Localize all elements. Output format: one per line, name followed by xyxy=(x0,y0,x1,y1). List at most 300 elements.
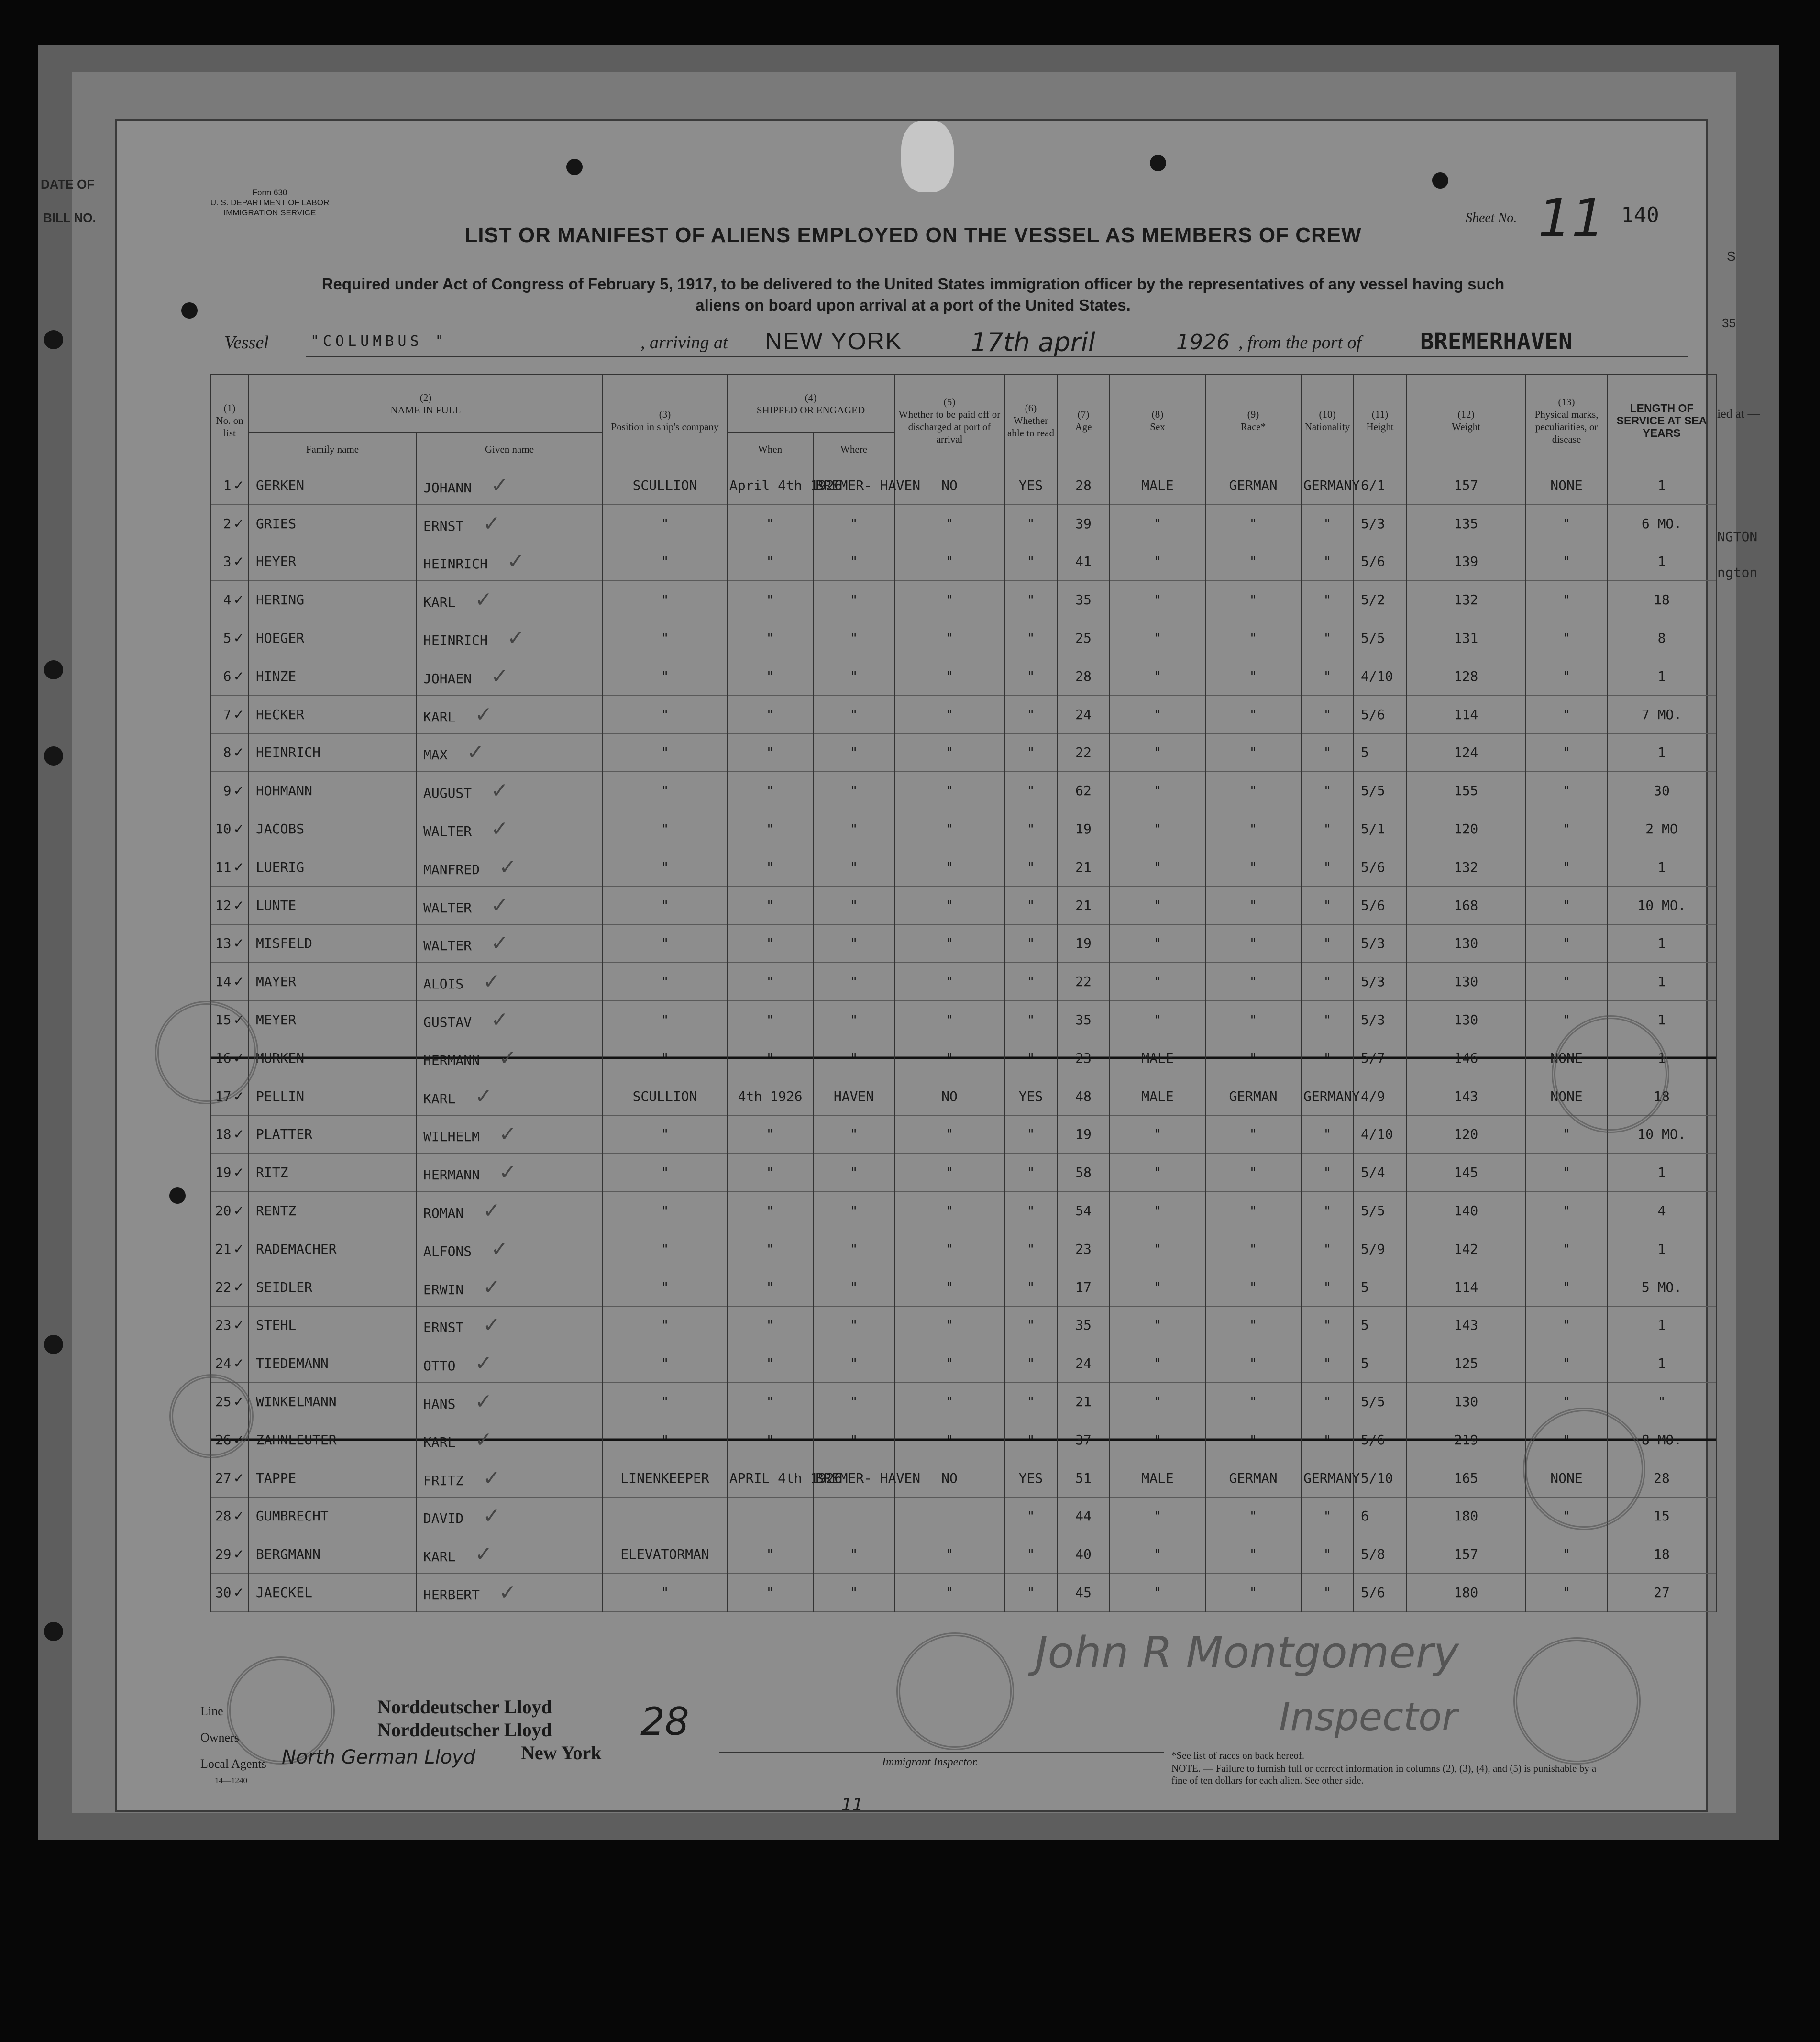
given-name: ALOIS xyxy=(423,976,464,992)
given-name-cell xyxy=(416,1039,603,1077)
shipped-when-cell xyxy=(727,619,813,657)
sex: " xyxy=(1153,554,1162,570)
age: 19 xyxy=(1075,935,1092,952)
age: 40 xyxy=(1075,1546,1092,1563)
age-cell xyxy=(1057,886,1110,924)
race-cell xyxy=(1205,1154,1301,1192)
shipped-where: " xyxy=(849,897,858,913)
height-cell xyxy=(1354,924,1406,963)
family-name: RITZ xyxy=(256,1165,288,1181)
paid-off-cell xyxy=(894,695,1004,733)
height-cell xyxy=(1354,1459,1406,1497)
col-marks-header: (13) Physical marks, peculiarities, or disease xyxy=(1526,375,1607,466)
check-mark-icon: ✓ xyxy=(233,1203,244,1219)
shipped-where-cell xyxy=(813,1306,894,1344)
given-name-cell xyxy=(416,886,603,924)
able-to-read-cell xyxy=(1004,1115,1057,1154)
nationality: " xyxy=(1323,1585,1332,1600)
height: 5/5 xyxy=(1361,783,1385,799)
race-cell xyxy=(1205,1077,1301,1115)
shipped-where-cell xyxy=(813,1192,894,1230)
race-cell xyxy=(1205,924,1301,963)
family-name-cell xyxy=(249,1039,416,1077)
length-of-service-cell xyxy=(1607,657,1716,695)
position-cell xyxy=(603,924,727,963)
position-cell xyxy=(603,466,727,504)
length-of-service: 1 xyxy=(1657,1241,1666,1257)
position-cell xyxy=(603,848,727,886)
able-to-read: " xyxy=(1026,630,1035,646)
given-name: KARL xyxy=(423,1434,456,1450)
position-cell xyxy=(603,504,727,543)
able-to-read-cell xyxy=(1004,1268,1057,1306)
able-to-read: " xyxy=(1026,783,1035,799)
inspector-check-icon: ✓ xyxy=(474,588,493,612)
length-of-service: 27 xyxy=(1654,1585,1670,1600)
family-name-cell xyxy=(249,1535,416,1574)
sex-cell xyxy=(1110,1383,1205,1421)
weight-cell xyxy=(1406,1268,1526,1306)
height: 5/5 xyxy=(1361,1394,1385,1410)
race: " xyxy=(1249,821,1257,837)
shipped-where-cell xyxy=(813,466,921,504)
height: 4/10 xyxy=(1361,1126,1393,1143)
paid-off: " xyxy=(945,935,954,952)
table-row xyxy=(210,810,1716,848)
able-to-read: " xyxy=(1026,1203,1035,1219)
table-row xyxy=(210,1459,1716,1497)
weight: 132 xyxy=(1454,592,1478,608)
sex: " xyxy=(1153,1279,1162,1295)
age: 45 xyxy=(1075,1585,1092,1600)
paid-off: " xyxy=(945,1546,954,1563)
family-name-cell xyxy=(249,1268,416,1306)
given-name: KARL xyxy=(423,1549,456,1565)
shipped-when-cell xyxy=(727,1344,813,1383)
weight-cell xyxy=(1406,504,1526,543)
given-name-cell xyxy=(416,466,603,504)
check-mark-icon: ✓ xyxy=(233,859,244,875)
height: 5/3 xyxy=(1361,974,1385,990)
length-of-service: 1 xyxy=(1657,935,1666,952)
consulate-stamp-1 xyxy=(155,1001,258,1104)
shipped-where: BREMER- HAVEN xyxy=(816,477,921,493)
given-name-cell xyxy=(416,543,603,581)
nationality: " xyxy=(1323,1126,1332,1143)
family-name-cell xyxy=(249,1154,416,1192)
table-row xyxy=(210,1154,1716,1192)
inspector-check-icon: ✓ xyxy=(491,664,509,688)
race: " xyxy=(1249,744,1257,761)
position-cell xyxy=(603,657,727,695)
inspector-check-icon: ✓ xyxy=(474,1542,493,1567)
shipped-when: " xyxy=(766,592,774,608)
row-number-cell xyxy=(210,810,249,848)
inspector-check-icon: ✓ xyxy=(499,1580,517,1605)
able-to-read-cell xyxy=(1004,1001,1057,1039)
paid-off-cell xyxy=(894,1497,1004,1535)
physical-marks: " xyxy=(1562,630,1571,646)
given-name-cell xyxy=(416,1574,603,1612)
race: " xyxy=(1249,1012,1257,1028)
position: " xyxy=(661,1012,669,1028)
height: 5 xyxy=(1361,744,1369,761)
table-row xyxy=(210,1230,1716,1268)
nationality: " xyxy=(1323,668,1332,684)
row-number-cell xyxy=(210,1574,249,1612)
physical-marks: NONE xyxy=(1550,1088,1583,1104)
race-cell xyxy=(1205,581,1301,619)
nationality-cell xyxy=(1301,1497,1354,1535)
table-row xyxy=(210,619,1716,657)
sex: " xyxy=(1153,783,1162,799)
shipped-when: " xyxy=(766,706,774,722)
inspector-check-icon: ✓ xyxy=(499,855,517,879)
check-mark-icon: ✓ xyxy=(233,1126,244,1143)
family-name-cell xyxy=(249,581,416,619)
given-name-cell xyxy=(416,1154,603,1192)
position: SCULLION xyxy=(632,477,697,493)
shipped-when: " xyxy=(766,897,774,913)
age: 23 xyxy=(1075,1050,1092,1066)
shipped-when-cell xyxy=(727,1535,813,1574)
inspector-check-icon: ✓ xyxy=(474,702,493,727)
sex: MALE xyxy=(1141,477,1174,493)
physical-marks-cell xyxy=(1526,733,1607,772)
family-name: PLATTER xyxy=(256,1126,313,1143)
physical-marks-cell xyxy=(1526,772,1607,810)
position-cell xyxy=(603,772,727,810)
age-cell xyxy=(1057,1344,1110,1383)
given-name-cell xyxy=(416,619,603,657)
check-mark-icon: ✓ xyxy=(233,744,244,761)
check-mark-icon: ✓ xyxy=(233,477,244,493)
shipped-when: " xyxy=(766,1279,774,1295)
given-name-cell xyxy=(416,1383,603,1421)
race: " xyxy=(1249,1050,1257,1066)
row-number: 18 xyxy=(215,1126,232,1143)
position-cell xyxy=(603,1383,727,1421)
given-name: OTTO xyxy=(423,1358,456,1374)
shipped-where: " xyxy=(849,1050,858,1066)
row-number-cell xyxy=(210,772,249,810)
inspector-check-icon: ✓ xyxy=(483,1504,501,1529)
row-number-cell xyxy=(210,581,249,619)
height-cell xyxy=(1354,1344,1406,1383)
sex: " xyxy=(1153,1126,1162,1143)
weight: 143 xyxy=(1454,1317,1478,1333)
length-of-service-cell xyxy=(1607,1306,1716,1344)
position: " xyxy=(661,859,669,875)
sex-cell xyxy=(1110,772,1205,810)
header-row-1 xyxy=(210,375,1716,433)
shipped-when-cell xyxy=(727,695,813,733)
shipped-when-cell xyxy=(727,1039,813,1077)
crew-rows xyxy=(210,466,1716,1611)
row-number: 14 xyxy=(215,974,232,990)
physical-marks-cell xyxy=(1526,924,1607,963)
table-row xyxy=(210,1535,1716,1574)
length-of-service-cell xyxy=(1607,1192,1716,1230)
weight-cell xyxy=(1406,1535,1526,1574)
given-name: KARL xyxy=(423,594,456,610)
shipped-when-cell xyxy=(727,1115,813,1154)
age: 28 xyxy=(1075,477,1092,493)
consulate-stamp-6 xyxy=(896,1632,1014,1750)
physical-marks: " xyxy=(1562,1317,1571,1333)
age: 21 xyxy=(1075,859,1092,875)
inspector-check-icon: ✓ xyxy=(491,931,509,956)
age-cell xyxy=(1057,1497,1110,1535)
paid-off: " xyxy=(945,668,954,684)
length-of-service-cell xyxy=(1607,810,1716,848)
vessel-name: "COLUMBUS " xyxy=(310,333,448,350)
height: 5/3 xyxy=(1361,515,1385,532)
shipped-where: " xyxy=(849,1355,858,1372)
nationality-cell xyxy=(1301,1306,1354,1344)
shipped-when-cell xyxy=(727,1077,813,1115)
height: 5/5 xyxy=(1361,1203,1385,1219)
paid-off: NO xyxy=(941,1088,958,1104)
nationality: " xyxy=(1323,706,1332,722)
height-cell xyxy=(1354,963,1406,1001)
paid-off-cell xyxy=(894,1154,1004,1192)
shipped-when: " xyxy=(766,1012,774,1028)
sex: MALE xyxy=(1141,1470,1174,1486)
sex: " xyxy=(1153,1546,1162,1563)
physical-marks: " xyxy=(1562,935,1571,952)
length-of-service-cell xyxy=(1607,466,1716,504)
height-cell xyxy=(1354,619,1406,657)
given-name-cell xyxy=(416,1268,603,1306)
weight: 157 xyxy=(1454,1546,1478,1563)
race: " xyxy=(1249,1317,1257,1333)
sex-cell xyxy=(1110,543,1205,581)
sex-cell xyxy=(1110,733,1205,772)
weight: 143 xyxy=(1454,1088,1478,1104)
row-number-cell xyxy=(210,695,249,733)
inspector-check-icon: ✓ xyxy=(483,1275,501,1299)
sex: " xyxy=(1153,897,1162,913)
race: " xyxy=(1249,935,1257,952)
binder-hole-3 xyxy=(44,746,63,766)
race: " xyxy=(1249,1355,1257,1372)
shipped-when: " xyxy=(766,821,774,837)
given-name: FRITZ xyxy=(423,1472,464,1488)
length-of-service: 1 xyxy=(1657,859,1666,875)
height-cell xyxy=(1354,1039,1406,1077)
paid-off-cell xyxy=(894,657,1004,695)
shipped-where-cell xyxy=(813,1039,894,1077)
nationality-cell xyxy=(1301,466,1360,504)
race-cell xyxy=(1205,657,1301,695)
table-row xyxy=(210,1192,1716,1230)
given-name-cell xyxy=(416,504,603,543)
paid-off: " xyxy=(945,1012,954,1028)
race: " xyxy=(1249,1394,1257,1410)
length-of-service-cell xyxy=(1607,581,1716,619)
able-to-read-cell xyxy=(1004,1192,1057,1230)
row-number: 4 xyxy=(223,592,232,608)
weight: 130 xyxy=(1454,935,1478,952)
race-cell xyxy=(1205,504,1301,543)
paid-off-cell xyxy=(894,1574,1004,1612)
shipped-when-cell xyxy=(727,466,843,504)
shipped-when: " xyxy=(766,1050,774,1066)
left-fragment-date: DATE OF xyxy=(41,177,95,191)
age-cell xyxy=(1057,1421,1110,1459)
paid-off: " xyxy=(945,1126,954,1143)
physical-marks-cell xyxy=(1526,504,1607,543)
paid-off: " xyxy=(945,859,954,875)
shipped-when-cell xyxy=(727,810,813,848)
length-of-service: 2 MO xyxy=(1645,821,1678,837)
race-cell xyxy=(1205,1497,1301,1535)
physical-marks: " xyxy=(1562,592,1571,608)
table-row xyxy=(210,1001,1716,1039)
table-row xyxy=(210,543,1716,581)
shipped-where-cell xyxy=(813,1230,894,1268)
table-row xyxy=(210,1574,1716,1612)
family-name-cell xyxy=(249,810,416,848)
table-row xyxy=(210,695,1716,733)
race: " xyxy=(1249,554,1257,570)
shipped-when-cell xyxy=(727,1497,813,1535)
row-number: 29 xyxy=(215,1546,232,1563)
given-name: AUGUST xyxy=(423,785,472,801)
height-cell xyxy=(1354,657,1406,695)
length-of-service: " xyxy=(1657,1394,1666,1410)
service: IMMIGRATION SERVICE xyxy=(223,208,316,217)
paid-off-cell xyxy=(894,581,1004,619)
position: " xyxy=(661,1126,669,1143)
shipped-when: " xyxy=(766,859,774,875)
sex-cell xyxy=(1110,810,1205,848)
inspector-check-icon: ✓ xyxy=(499,1122,517,1147)
sex: " xyxy=(1153,1508,1162,1524)
table-row xyxy=(210,1039,1716,1077)
nationality-cell xyxy=(1301,1383,1354,1421)
height-cell xyxy=(1354,695,1406,733)
sex: " xyxy=(1153,1241,1162,1257)
race-cell xyxy=(1205,1268,1301,1306)
shipped-where-cell xyxy=(813,1574,894,1612)
given-name-cell xyxy=(416,772,603,810)
check-mark-icon: ✓ xyxy=(233,1241,244,1257)
paid-off-cell xyxy=(894,1268,1004,1306)
consulate-stamp-4 xyxy=(1523,1408,1645,1530)
given-name: ERNST xyxy=(423,1320,464,1336)
shipped-when-cell xyxy=(727,657,813,695)
family-name: HERING xyxy=(256,592,305,608)
weight: 114 xyxy=(1454,1279,1478,1295)
family-name-cell xyxy=(249,848,416,886)
position-cell xyxy=(603,1306,727,1344)
shipped-where-cell xyxy=(813,504,894,543)
weight: 125 xyxy=(1454,1355,1478,1372)
string-tie xyxy=(901,121,954,192)
sex-cell xyxy=(1110,1077,1205,1115)
nationality-cell xyxy=(1301,1077,1360,1115)
family-name-cell xyxy=(249,619,416,657)
shipped-when-cell xyxy=(727,504,813,543)
race-cell xyxy=(1205,1192,1301,1230)
age-cell xyxy=(1057,1077,1110,1115)
weight: 165 xyxy=(1454,1470,1478,1486)
able-to-read-cell xyxy=(1004,695,1057,733)
height-cell xyxy=(1354,1192,1406,1230)
sex-cell xyxy=(1110,1574,1205,1612)
weight: 140 xyxy=(1454,1203,1478,1219)
shipped-when-cell xyxy=(727,1574,813,1612)
able-to-read: " xyxy=(1026,1585,1035,1600)
paid-off: " xyxy=(945,1432,954,1448)
family-name-cell xyxy=(249,1459,416,1497)
shipped-when: " xyxy=(766,1432,774,1448)
col-read-header: (6) Whether able to read xyxy=(1004,375,1057,466)
height: 5/10 xyxy=(1361,1470,1393,1486)
nationality-cell xyxy=(1301,581,1354,619)
weight-cell xyxy=(1406,1383,1526,1421)
family-name-cell xyxy=(249,1001,416,1039)
position: " xyxy=(661,744,669,761)
race-cell xyxy=(1205,466,1301,504)
shipped-where: " xyxy=(849,744,858,761)
consulate-stamp-2 xyxy=(1552,1015,1669,1133)
paid-off-cell xyxy=(894,1115,1004,1154)
shipped-where: " xyxy=(849,1203,858,1219)
age: 35 xyxy=(1075,592,1092,608)
check-mark-icon: ✓ xyxy=(233,1546,244,1563)
weight: 180 xyxy=(1454,1585,1478,1600)
paid-off: " xyxy=(945,1050,954,1066)
shipped-where-cell xyxy=(813,924,894,963)
height: 5 xyxy=(1361,1355,1369,1372)
weight: 132 xyxy=(1454,859,1478,875)
height: 5/6 xyxy=(1361,1585,1385,1600)
given-name: ERWIN xyxy=(423,1281,464,1298)
position-cell xyxy=(603,1421,727,1459)
paid-off-cell xyxy=(894,1001,1004,1039)
length-of-service-cell xyxy=(1607,924,1716,963)
race: GERMAN xyxy=(1229,1470,1278,1486)
physical-marks-cell xyxy=(1526,657,1607,695)
nationality-cell xyxy=(1301,619,1354,657)
shipped-when: " xyxy=(766,1203,774,1219)
height: 5 xyxy=(1361,1279,1369,1295)
check-mark-icon: ✓ xyxy=(233,630,244,646)
position: " xyxy=(661,1279,669,1295)
row-number-cell xyxy=(210,924,249,963)
able-to-read-cell xyxy=(1004,543,1057,581)
height-cell xyxy=(1354,1306,1406,1344)
row-number-cell xyxy=(210,543,249,581)
given-name-cell xyxy=(416,1497,603,1535)
inspector-check-icon: ✓ xyxy=(491,778,509,803)
nationality: " xyxy=(1323,935,1332,952)
nationality: " xyxy=(1323,783,1332,799)
able-to-read-cell xyxy=(1004,581,1057,619)
age: 22 xyxy=(1075,974,1092,990)
check-mark-icon: ✓ xyxy=(233,1279,244,1295)
family-name-cell xyxy=(249,1344,416,1383)
physical-marks-cell xyxy=(1526,543,1607,581)
length-of-service: 1 xyxy=(1657,668,1666,684)
agents-label: Local Agents xyxy=(200,1757,266,1771)
paid-off-cell xyxy=(894,543,1004,581)
right-fragment-4: NGTON xyxy=(1717,529,1758,544)
nationality-cell xyxy=(1301,1344,1354,1383)
